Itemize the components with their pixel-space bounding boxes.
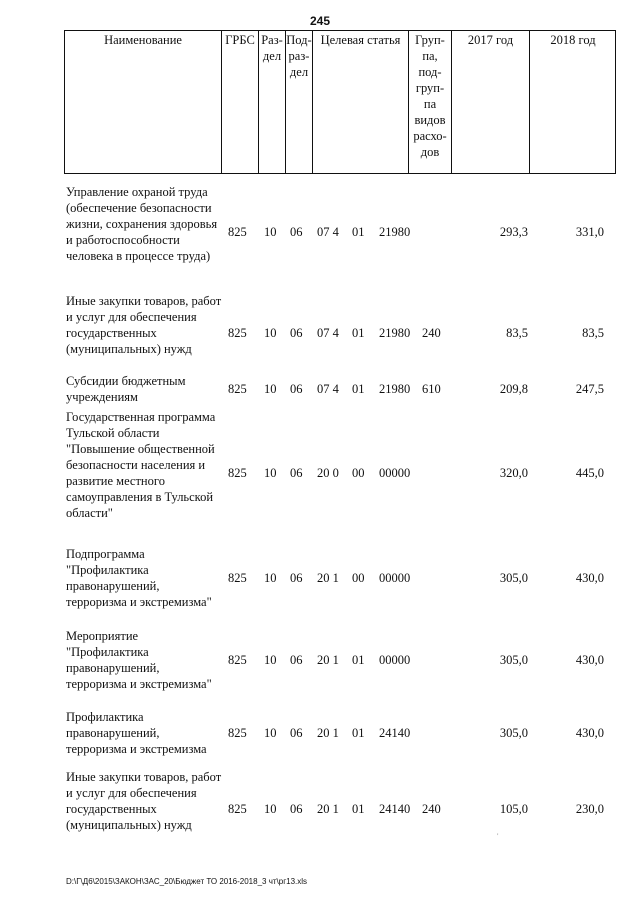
row-name: Подпрограмма "Профилактика правонарушений, терроризма и экстремизма": [66, 547, 212, 609]
row-razdel: 10: [264, 653, 277, 667]
row-razdel: 10: [264, 225, 277, 239]
row-podrazdel: 06: [290, 726, 303, 740]
header-target: Целевая статья: [312, 31, 408, 173]
row-name: Иные закупки товаров, работ и услуг для обеспечения государственных (муниципальных) нужд: [66, 294, 222, 356]
row-grbs: 825: [228, 571, 247, 585]
header-2018: 2018 год: [529, 31, 616, 173]
row-cs2: 00: [352, 466, 365, 480]
table-row: [0, 546, 640, 610]
row-razdel: 10: [264, 466, 277, 480]
row-cs3: 00000: [379, 653, 411, 667]
table-row: [0, 769, 640, 849]
row-grbs: 825: [228, 326, 247, 340]
row-cs1: 20 1: [317, 571, 339, 585]
row-cs3: 24140: [379, 726, 411, 740]
table-row: [0, 409, 640, 537]
row-cs2: 01: [352, 726, 365, 740]
row-cs3: 00000: [379, 466, 411, 480]
row-podrazdel: 06: [290, 466, 303, 480]
row-razdel: 10: [264, 571, 277, 585]
row-podrazdel: 06: [290, 326, 303, 340]
row-name: Государственная программа Тульской области "Повышение общественной безопасности населения и развитие местного самоуправления в Тульской области": [66, 410, 216, 520]
row-name: Субсидии бюджетным учреждениям: [66, 374, 186, 404]
row-y2018: 430,0: [575, 653, 604, 667]
row-name: Мероприятие "Профилактика правонарушений, терроризма и экстремизма": [66, 629, 212, 691]
row-cs2: 01: [352, 326, 365, 340]
row-cs1: 20 1: [317, 726, 339, 740]
row-y2017: 105,0: [499, 802, 528, 816]
row-cs1: 20 1: [317, 653, 339, 667]
page-number: 245: [309, 14, 331, 28]
row-cs1: 20 0: [317, 466, 339, 480]
row-razdel: 10: [264, 726, 277, 740]
row-y2018: 430,0: [575, 726, 604, 740]
row-cs3: 00000: [379, 571, 411, 585]
row-podrazdel: 06: [290, 571, 303, 585]
table-row: [0, 293, 640, 373]
row-cs1: 07 4: [317, 382, 339, 396]
row-podrazdel: 06: [290, 653, 303, 667]
row-razdel: 10: [264, 802, 277, 816]
scan-mark: ,: [497, 830, 499, 836]
row-grbs: 825: [228, 726, 247, 740]
row-cs3: 21980: [379, 326, 411, 340]
row-cs2: 01: [352, 653, 365, 667]
header-podrazdel: Под- раз- дел: [285, 31, 312, 173]
row-razdel: 10: [264, 382, 277, 396]
row-name: Иные закупки товаров, работ и услуг для обеспечения государственных (муниципальных) нужд: [66, 770, 222, 832]
row-cs1: 20 1: [317, 802, 339, 816]
row-cs2: 01: [352, 225, 365, 239]
row-cs3: 21980: [379, 225, 411, 239]
row-name: Профилактика правонарушений, терроризма и экстремизма: [66, 710, 207, 756]
row-y2017: 305,0: [499, 653, 528, 667]
row-y2017: 209,8: [499, 382, 528, 396]
row-y2017: 305,0: [499, 571, 528, 585]
row-grbs: 825: [228, 802, 247, 816]
row-cs2: 01: [352, 802, 365, 816]
row-cs2: 00: [352, 571, 365, 585]
row-cs1: 07 4: [317, 225, 339, 239]
row-group: 610: [422, 382, 441, 396]
row-y2018: 430,0: [575, 571, 604, 585]
row-y2017: 293,3: [499, 225, 528, 239]
row-grbs: 825: [228, 382, 247, 396]
row-y2017: 320,0: [499, 466, 528, 480]
row-y2018: 331,0: [575, 225, 604, 239]
row-cs2: 01: [352, 382, 365, 396]
row-y2017: 305,0: [499, 726, 528, 740]
table-row: [0, 628, 640, 692]
row-name: Управление охраной труда (обеспечение безопасности жизни, сохранения здоровья и работоспособности человека в процессе труда): [66, 185, 218, 263]
row-podrazdel: 06: [290, 382, 303, 396]
row-grbs: 825: [228, 225, 247, 239]
table-row: [0, 373, 640, 405]
row-y2018: 247,5: [575, 382, 604, 396]
row-y2018: 230,0: [575, 802, 604, 816]
row-podrazdel: 06: [290, 225, 303, 239]
table-row: [0, 709, 640, 757]
table-row: [0, 184, 640, 280]
row-y2018: 445,0: [575, 466, 604, 480]
header-2017: 2017 год: [451, 31, 529, 173]
row-grbs: 825: [228, 466, 247, 480]
row-group: 240: [422, 802, 441, 816]
row-group: 240: [422, 326, 441, 340]
table-header: [64, 30, 616, 174]
header-name: Наименование: [104, 33, 182, 47]
header-group: Груп- па, под- груп- па видов расхо- дов: [408, 31, 451, 173]
row-grbs: 825: [228, 653, 247, 667]
header-grbs: ГРБС: [221, 31, 258, 173]
row-razdel: 10: [264, 326, 277, 340]
row-cs3: 21980: [379, 382, 411, 396]
row-cs1: 07 4: [317, 326, 339, 340]
row-y2017: 83,5: [506, 326, 528, 340]
row-podrazdel: 06: [290, 802, 303, 816]
row-cs3: 24140: [379, 802, 411, 816]
header-razdel: Раз- дел: [258, 31, 285, 173]
file-path-footer: D:\Г\Д6\2015\ЗАКОН\ЗАС_20\Бюджет ТО 2016-2018_3 чт\рг13.xls: [66, 877, 308, 886]
row-y2018: 83,5: [582, 326, 604, 340]
